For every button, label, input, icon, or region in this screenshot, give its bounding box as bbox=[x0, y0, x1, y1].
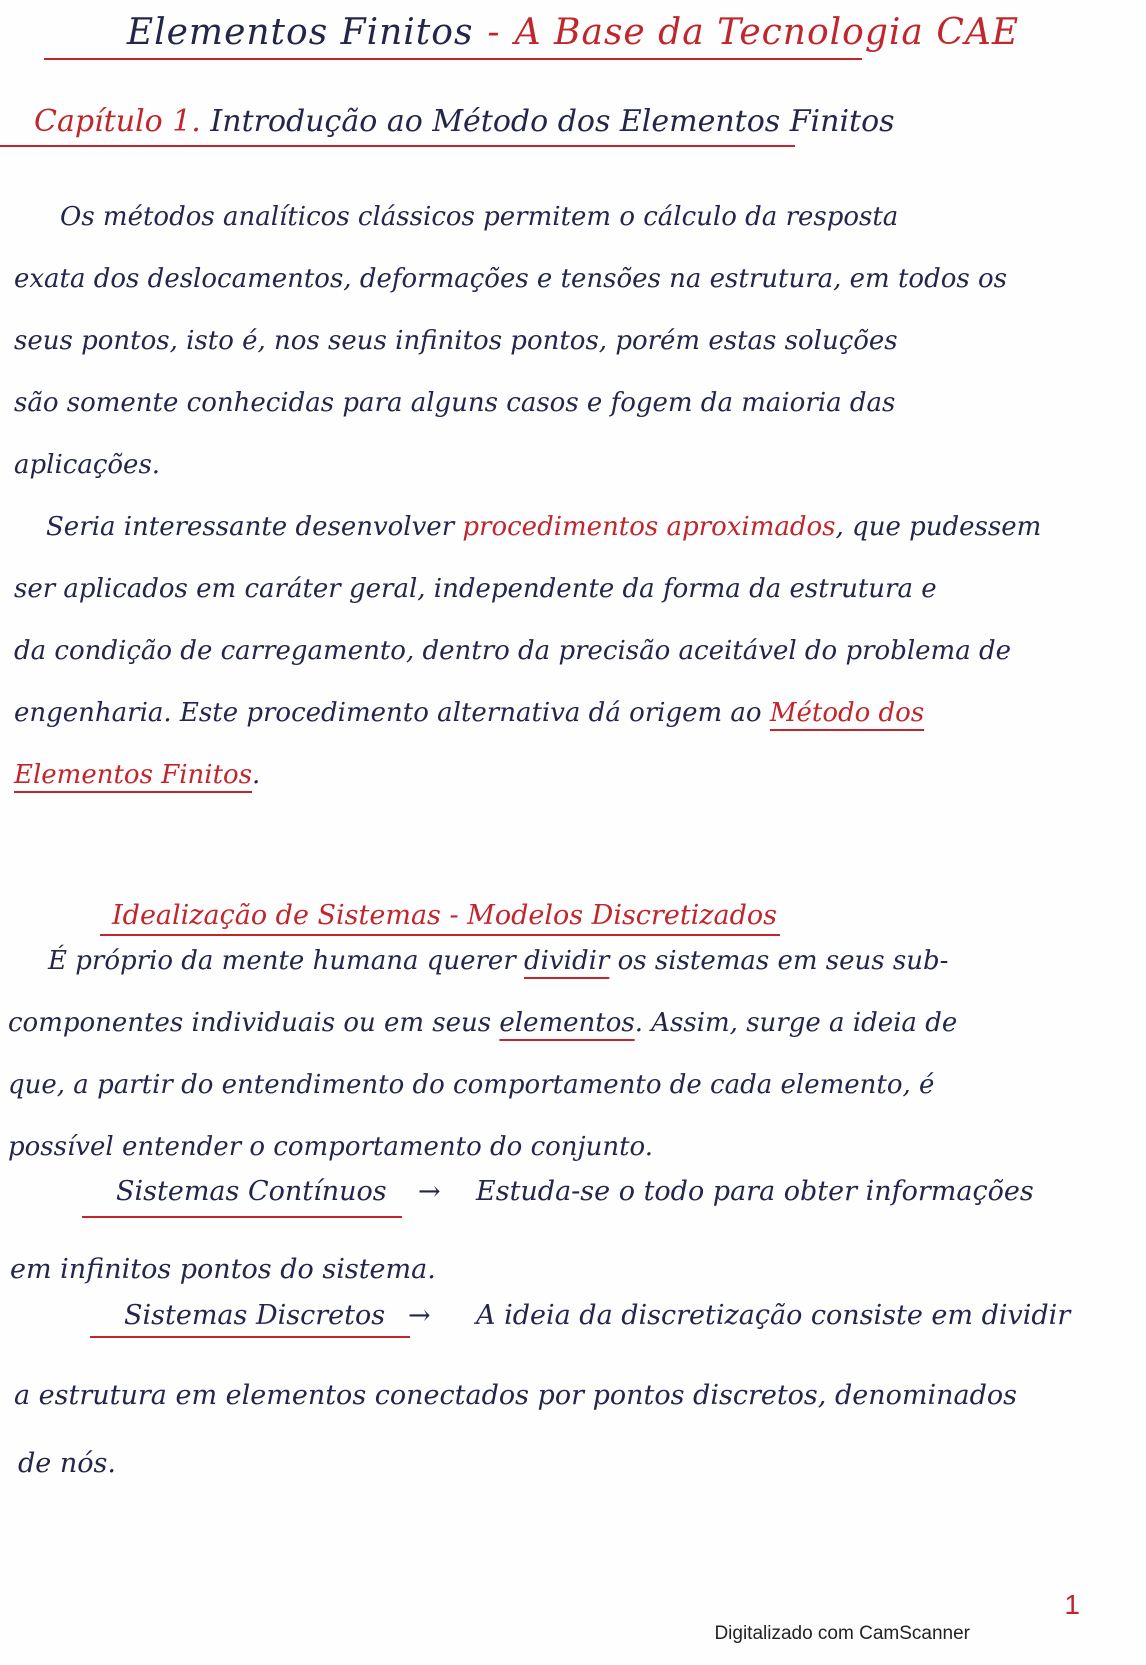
discrete-systems-label: Sistemas Discretos bbox=[124, 1300, 386, 1331]
underlined-divide: dividir bbox=[524, 946, 610, 976]
underlined-elements: elementos bbox=[499, 1008, 635, 1038]
paragraph-line: seus pontos, isto é, nos seus infinitos pontos, porém estas soluções bbox=[14, 326, 898, 356]
text-span: . bbox=[252, 760, 261, 790]
discrete-description-end: de nós. bbox=[18, 1448, 116, 1479]
title-underline bbox=[44, 58, 862, 60]
paragraph-idealization bbox=[8, 930, 957, 1178]
title-separator: - bbox=[487, 12, 501, 53]
continuous-description: Estuda-se o todo para obter informações bbox=[476, 1176, 1034, 1207]
paragraph-line bbox=[8, 930, 957, 992]
title-right: A Base da Tecnologia CAE bbox=[514, 12, 1020, 53]
paragraph-line bbox=[14, 744, 1041, 806]
discrete-description-cont: a estrutura em elementos conectados por pontos discretos, denominados bbox=[14, 1380, 1017, 1411]
paragraph-line: exata dos deslocamentos, deformações e tensões na estrutura, em todos os bbox=[14, 264, 1007, 294]
paragraph-line bbox=[8, 992, 957, 1054]
paragraph-approximate-procedures bbox=[14, 496, 1041, 806]
paragraph-line: que, a partir do entendimento do comportamento de cada elemento, é bbox=[8, 1070, 935, 1100]
highlight-fem-name-cont: Elementos Finitos bbox=[14, 760, 253, 790]
text-span: engenharia. Este procedimento alternativa dá origem ao bbox=[14, 698, 762, 728]
page-number: 1 bbox=[1064, 1589, 1080, 1620]
chapter-number: Capítulo 1. bbox=[34, 104, 201, 139]
highlight-approximate-procedures: procedimentos aproximados bbox=[462, 512, 836, 542]
continuous-systems-label: Sistemas Contínuos bbox=[116, 1176, 387, 1207]
scanner-watermark: Digitalizado com CamScanner bbox=[714, 1623, 970, 1644]
chapter-title: Introdução ao Método dos Elementos Finitos bbox=[210, 104, 895, 139]
continuous-arrow: → bbox=[418, 1176, 441, 1207]
continuous-description-cont: em infinitos pontos do sistema. bbox=[10, 1254, 436, 1285]
text-span: , que pudessem bbox=[835, 512, 1042, 542]
paragraph-line: possível entender o comportamento do conjunto. bbox=[8, 1132, 653, 1162]
discrete-underline bbox=[90, 1336, 410, 1338]
paragraph-line bbox=[14, 496, 1041, 558]
paragraph-line: aplicações. bbox=[14, 450, 161, 480]
discrete-arrow: → bbox=[408, 1300, 431, 1331]
text-span: É próprio da mente humana querer bbox=[48, 946, 516, 976]
paragraph-line: ser aplicados em caráter geral, independente da forma da estrutura e bbox=[14, 574, 937, 604]
title-left: Elementos Finitos bbox=[126, 12, 474, 53]
chapter-underline bbox=[0, 145, 795, 147]
highlight-fem-name: Método dos bbox=[769, 698, 925, 728]
chapter-heading bbox=[34, 104, 895, 139]
paragraph-line bbox=[14, 682, 1041, 744]
text-span: os sistemas em seus sub- bbox=[617, 946, 949, 976]
page-title bbox=[0, 12, 1146, 53]
paragraph-line: da condição de carregamento, dentro da precisão aceitável do problema de bbox=[14, 636, 1012, 666]
text-span: componentes individuais ou em seus bbox=[8, 1008, 492, 1038]
text-span: . Assim, surge a ideia de bbox=[634, 1008, 958, 1038]
discrete-description: A ideia da discretização consiste em dividir bbox=[476, 1300, 1071, 1331]
paragraph-analytical-methods bbox=[14, 186, 1007, 496]
paragraph-line: são somente conhecidas para alguns casos e fogem da maioria das bbox=[14, 388, 896, 418]
paragraph-line: Os métodos analíticos clássicos permitem o cálculo da resposta bbox=[60, 202, 899, 232]
continuous-underline bbox=[82, 1216, 402, 1218]
text-span: Seria interessante desenvolver bbox=[46, 512, 455, 542]
section-heading: Idealização de Sistemas - Modelos Discretizados bbox=[112, 900, 778, 931]
